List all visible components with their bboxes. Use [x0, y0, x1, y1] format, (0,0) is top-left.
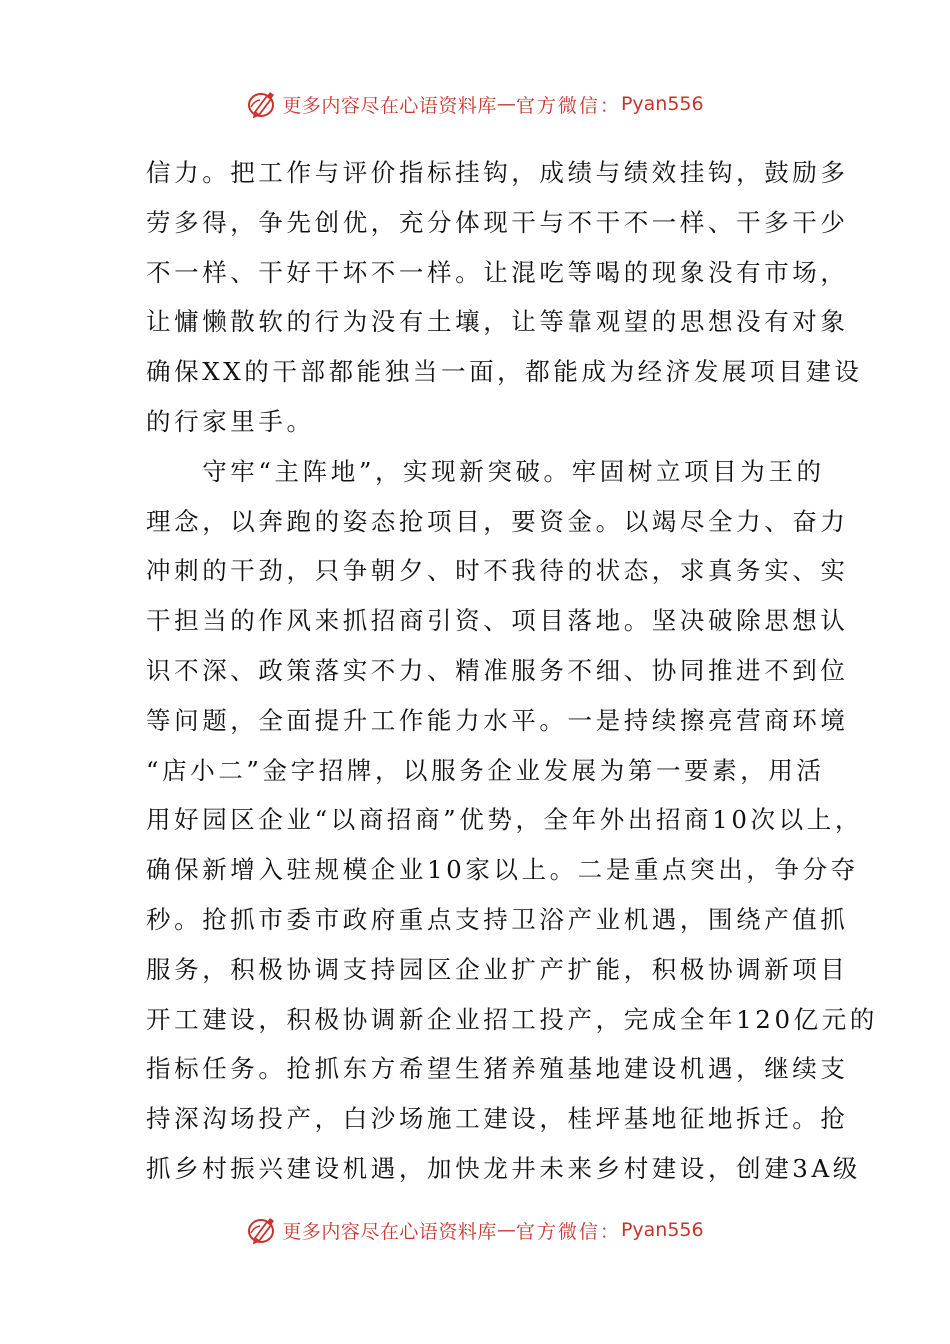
body-line: 秒。抢抓市委市政府重点支持卫浴产业机遇，围绕产值抓 — [146, 904, 849, 934]
body-line: 用好园区企业“以商招商”优势，全年外出招商10次以上， — [146, 805, 863, 835]
body-line: 的行家里手。 — [146, 406, 315, 436]
body-line: 劳多得，争先创优，充分体现干与不干不一样、干多干少 — [146, 207, 849, 237]
body-line: 抓乡村振兴建设机遇，加快龙井未来乡村建设，创建3A级 — [146, 1153, 861, 1183]
body-line: 信力。把工作与评价指标挂钩，成绩与绩效挂钩，鼓励多 — [146, 158, 849, 187]
footer-wechat-label: 官方微信： — [515, 1220, 621, 1243]
header-wechat-label: 官方微信： — [515, 94, 621, 117]
body-line: 守牢“主阵地”，实现新突破。牢固树立项目为王的 — [146, 456, 825, 486]
body-line: 服务，积极协调支持园区企业扩产扩能，积极协调新项目 — [146, 954, 849, 984]
body-line: 理念，以奔跑的姿态抢项目，要资金。以竭尽全力、奋力 — [146, 506, 849, 536]
body-line: 不一样、干好干坏不一样。让混吃等喝的现象没有市场， — [146, 257, 849, 287]
pen-nib-logo-icon — [246, 1214, 278, 1246]
body-line: 确保新增入驻规模企业10家以上。二是重点突出，争分夺 — [146, 855, 859, 885]
body-line: 等问题，全面提升工作能力水平。一是持续擦亮营商环境 — [146, 705, 849, 735]
body-line: 确保XX的干部都能独当一面，都能成为经济发展项目建设 — [146, 357, 863, 387]
body-line: 持深沟场投产，白沙场施工建设，桂坪基地征地拆迁。抢 — [146, 1104, 849, 1134]
body-line: 让慵懒散软的行为没有土壤，让等靠观望的思想没有对象 — [146, 307, 849, 337]
footer-separator: — — [496, 1219, 516, 1241]
footer-wechat-id: Pyan556 — [620, 1219, 704, 1241]
header-brand-text: 更多内容尽在心语资料库 — [282, 94, 497, 117]
document-body — [146, 148, 878, 1194]
footer-brand-text: 更多内容尽在心语资料库 — [282, 1220, 497, 1243]
header-banner — [0, 84, 950, 124]
pen-nib-logo-icon — [246, 88, 278, 120]
body-line: 干担当的作风来抓招商引资、项目落地。坚决破除思想认 — [146, 606, 849, 636]
body-line: 冲刺的干劲，只争朝夕、时不我待的状态，求真务实、实 — [146, 556, 849, 586]
body-line: 开工建设，积极协调新企业招工投产，完成全年120亿元的 — [146, 1004, 878, 1034]
body-line: 指标任务。抢抓东方希望生猪养殖基地建设机遇，继续支 — [146, 1054, 849, 1084]
footer-banner — [0, 1210, 950, 1250]
header-wechat-id: Pyan556 — [620, 93, 704, 115]
body-line: 识不深、政策落实不力、精准服务不细、协同推进不到位 — [146, 655, 849, 685]
header-separator: — — [496, 93, 516, 115]
body-line: “店小二”金字招牌，以服务企业发展为第一要素，用活 — [146, 755, 825, 785]
